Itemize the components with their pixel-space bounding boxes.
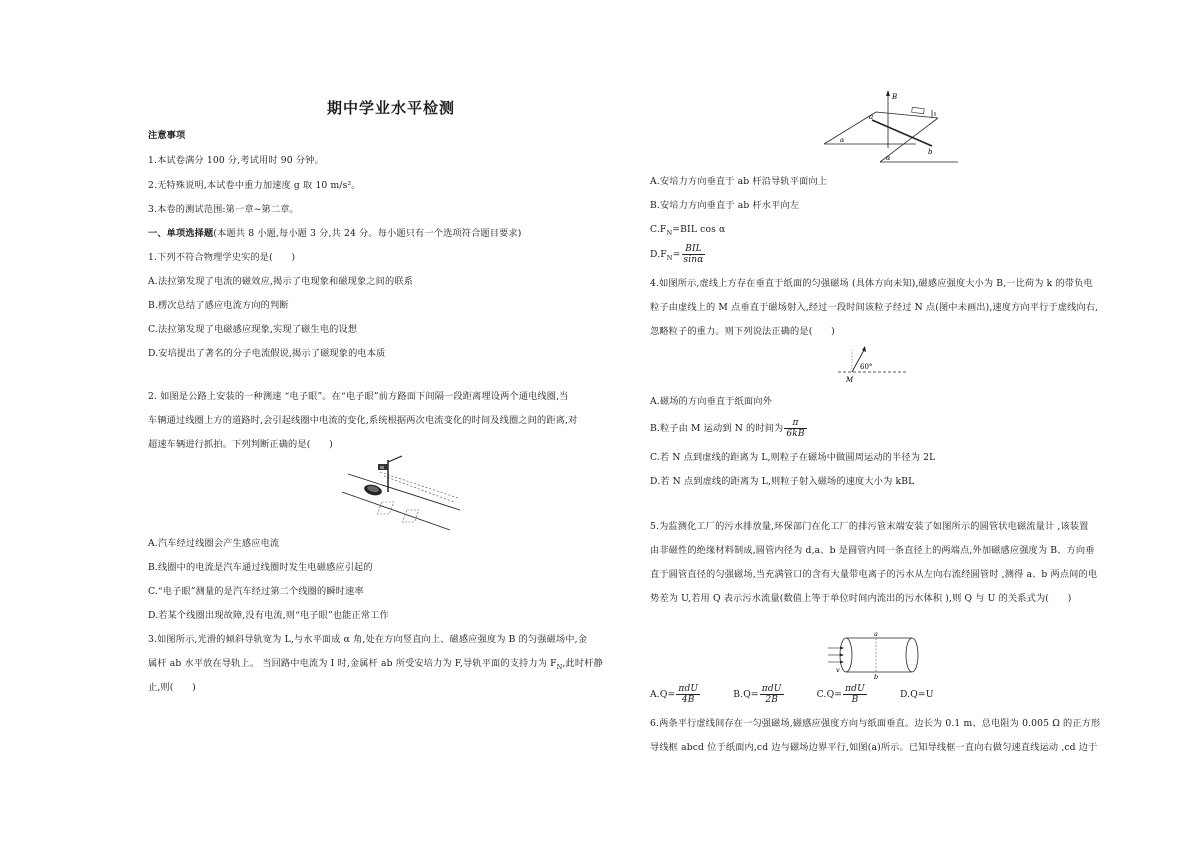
- q4-optB: B.粒子由 M 运动到 N 的时间为: [650, 423, 784, 434]
- q4-stem: 粒子由虚线上的 M 点垂直于磁场射入,经过一段时间该粒子经过 N 点(图中未画出),速度方向平行于虚线向右,: [650, 302, 1099, 313]
- label-B: B: [892, 93, 898, 101]
- q1-option: A.法拉第发现了电流的磁效应,揭示了电现象和磁现象之间的联系: [148, 276, 414, 287]
- angle-label: 60°: [860, 363, 873, 371]
- q3-optC-tail: =BIL cos α: [672, 224, 726, 235]
- label-b: b: [928, 148, 933, 156]
- frac-den: 2B: [765, 695, 778, 705]
- q4-option: A.磁场的方向垂直于纸面向外: [650, 396, 772, 407]
- frac-den: 4B: [681, 695, 695, 705]
- q3-stem-text: 属杆 ab 水平放在导轨上。 当回路中电流为 I 时,金属杆 ab 所受安培力为 F,导轨平面的支持力为 F: [148, 658, 557, 669]
- incline-rail-figure: [820, 90, 960, 168]
- frac-num: π: [784, 418, 806, 429]
- q3-stem: 3.如图所示,光滑的倾斜导轨宽为 L,与水平面成 α 角,处在方向竖直向上、磁感应强度为 B 的匀强磁场中,金: [148, 634, 588, 645]
- q5-optD: D.Q=U: [899, 689, 934, 700]
- q2-stem: 超速车辆进行抓拍。下列判断正确的是( ): [148, 439, 333, 450]
- q2-stem: 2. 如图是公路上安装的一种测速 “电子眼”。在“电子眼”前方路面下间隔一段距离埋设两个通电线圈,当: [148, 391, 569, 402]
- q4-option: [650, 418, 808, 440]
- frac-num: πdU: [761, 684, 782, 694]
- section-heading: [148, 228, 522, 240]
- q4-stem: 忽略粒子的重力。则下列说法正确的是( ): [650, 326, 835, 337]
- q3-stem-tail: ,此时杆静: [562, 658, 603, 669]
- label-alpha: α: [886, 154, 891, 162]
- fraction: [676, 684, 700, 705]
- page-title: 期中学业水平检测: [327, 99, 456, 117]
- notice-item: 1.本试卷满分 100 分,考试用时 90 分钟。: [148, 155, 324, 166]
- q5-optB: B.Q=: [733, 689, 759, 700]
- q3-stem: 止,则( ): [148, 682, 196, 693]
- fraction: [682, 244, 706, 265]
- q2-option: C.“电子眼”测量的是汽车经过第二个线圈的瞬时速率: [148, 586, 364, 597]
- fraction: [784, 418, 806, 439]
- q4-option: C.若 N 点到虚线的距离为 L,则粒子在磁场中做圆周运动的半径为 2L: [650, 452, 936, 463]
- q3-optC: C.F: [650, 224, 667, 235]
- q3-sub: N: [556, 662, 563, 671]
- label-a: a: [869, 113, 874, 121]
- frac-num: πdU: [845, 684, 865, 694]
- q1-option: D.安培提出了著名的分子电流假说,揭示了磁现象的电本质: [148, 348, 386, 359]
- q2-option: A.汽车经过线圈会产生感应电流: [148, 538, 280, 549]
- label-a: a: [874, 630, 878, 638]
- notice-item: 3.本卷的测试范围:第一章~第二章。: [148, 204, 299, 215]
- notice-item: 2.无特殊说明,本试卷中重力加速度 g 取 10 m/s²。: [148, 180, 361, 191]
- frac-den: 6kB: [786, 429, 805, 439]
- q5-stem: 由非磁性的绝缘材料制成,圆管内径为 d,a、b 是圆管内同一条直径上的两端点,外加磁感应强度为 B、方向垂: [650, 545, 1095, 556]
- section-title: 一、单项选择题: [148, 228, 214, 239]
- q5-stem: 直于圆管直径的匀强磁场,当充满管口的含有大量带电离子的污水从左向右流经圆管时 ,测得 a、b 两点间的电: [650, 569, 1098, 580]
- q4-stem: 4.如图所示,虚线上方存在垂直于纸面的匀强磁场 (具体方向未知),磁感应强度大小为 B,一比荷为 k 的带负电: [650, 278, 1093, 289]
- frac-num: πdU: [678, 684, 699, 694]
- frac-den: sinα: [683, 255, 704, 265]
- q3-option: A.安培力方向垂直于 ab 杆沿导轨平面向上: [650, 176, 828, 187]
- q6-stem: 导线框 abcd 位于纸面内,cd 边与磁场边界平行,如图(a)所示。已知导线框一直向右做匀速直线运动 ,cd 边于: [650, 742, 1098, 753]
- label-alpha: α: [840, 136, 845, 144]
- particle-entry-figure: [838, 344, 908, 384]
- q3-option: B.安培力方向垂直于 ab 杆水平向左: [650, 200, 800, 211]
- q2-option: D.若某个线圈出现故障,没有电流,则“电子眼”也能正常工作: [148, 610, 389, 621]
- q1-option: B.楞次总结了感应电流方向的判断: [148, 300, 289, 311]
- q5-stem: 5.为监测化工厂的污水排放量,环保部门在化工厂的排污管末端安装了如图所示的圆管状电磁流量计 ,该装置: [650, 521, 1089, 532]
- fraction: [843, 684, 867, 705]
- q3-optD-eq: =: [672, 249, 681, 260]
- q3-optD-sub: N: [666, 253, 673, 262]
- q5-optA: A.Q=: [650, 689, 676, 700]
- q5-stem: 势差为 U,若用 Q 表示污水流量(数值上等于单位时间内流出的污水体积 ),则 Q 与 U 的关系式为( ): [650, 593, 1072, 604]
- label-M: M: [846, 376, 854, 384]
- q4-option: D.若 N 点到虚线的距离为 L,则粒子射入磁场的速度大小为 kBL: [650, 476, 915, 487]
- fraction: [760, 684, 784, 705]
- q6-stem: 6.两条平行虚线间存在一匀强磁场,磁感应强度方向与纸面垂直。边长为 0.1 m、总电阻为 0.005 Ω 的正方形: [650, 718, 1101, 729]
- q2-stem: 车辆通过线圈上方的道路时,会引起线圈中电流的变化,系统根据两次电流变化的时间及线圈之间的距离,对: [148, 415, 578, 426]
- label-b: b: [874, 673, 879, 680]
- pipe-flowmeter-figure: [826, 630, 921, 680]
- q3-option: [650, 244, 706, 269]
- q3-stem: [148, 658, 603, 673]
- notice-heading: 注意事项: [148, 130, 186, 141]
- frac-num: BIL: [682, 244, 706, 255]
- q3-optC-sub: N: [666, 228, 673, 237]
- frac-den: B: [851, 695, 859, 705]
- q1-option: C.法拉第发现了电磁感应现象,实现了磁生电的设想: [148, 324, 358, 335]
- section-desc: (本题共 8 小题,每小题 3 分,共 24 分。每小题只有一个选项符合题目要求): [213, 228, 522, 239]
- q3-optD: D.F: [650, 249, 667, 260]
- q5-optC: C.Q=: [816, 689, 843, 700]
- q1-stem: 1.下列不符合物理学史实的是( ): [148, 252, 296, 263]
- q2-option: B.线圈中的电流是汽车通过线圈时发生电磁感应引起的: [148, 562, 373, 573]
- q3-option: [650, 224, 725, 239]
- speed-camera-figure: [340, 452, 465, 532]
- label-v: v: [836, 666, 840, 674]
- q5-options: [650, 684, 934, 706]
